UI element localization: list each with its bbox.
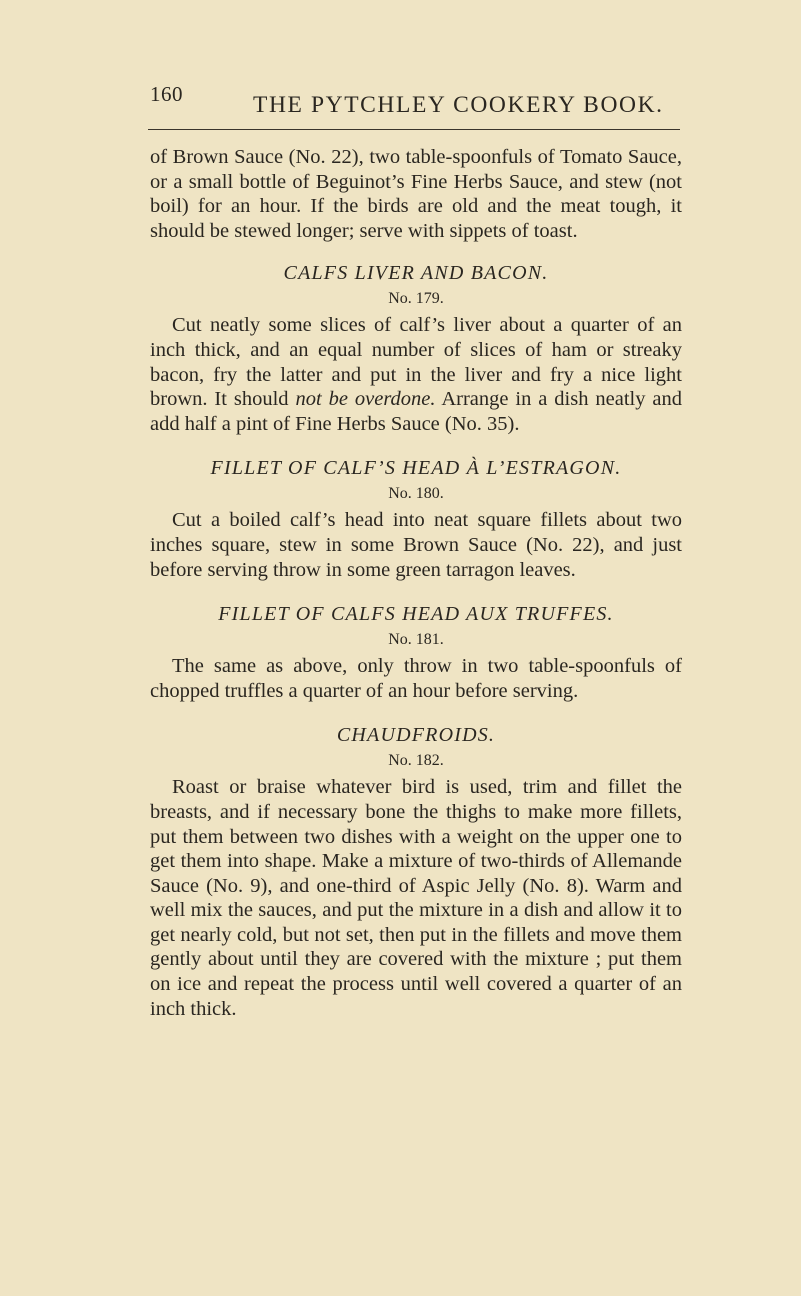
recipe-text-179 (150, 313, 682, 436)
running-title: THE PYTCHLEY COOKERY BOOK. (253, 92, 664, 118)
recipe-text-179-emphasis: not be overdone. (295, 388, 436, 411)
recipe-title-180: FILLET OF CALF’S HEAD À L’ESTRAGON. (210, 457, 622, 480)
recipe-text-179-part2: Arrange in a dish neatly and add half a pint of Fine Herbs Sauce (No. 35). (150, 388, 683, 435)
header-rule (148, 129, 680, 130)
recipe-number-182: No. 182. (388, 752, 444, 770)
continuation-paragraph: of Brown Sauce (No. 22), two table-spoonfuls of Tomato Sauce, or a small bottle of Beguinot’s Fine Herbs Sauce, and stew (not boil) for an hour. If the birds are old and the meat tough, it should be stewed longer; serve with sippets of toast. (150, 146, 682, 242)
recipe-text-182: Roast or braise whatever bird is used, trim and fillet the breasts, and if necessary bone the thighs to make more fillets, put them between two dishes with a weight on the upper one to get them into shape. Make a mixture of two-thirds of Allemande Sauce (No. 9), and one-third of Aspic Jelly (No. 8). Warm and well mix the sauces, and put the mixture in a dish and allow it to get nearly cold, but not set, then put in the fillets and move them gently about until they are covered with the mixture ; put them on ice and repeat the process until well covered a quarter of an inch thick. (150, 776, 682, 1020)
page-number: 160 (150, 82, 183, 106)
recipe-number-180: No. 180. (388, 485, 444, 503)
page-body (150, 145, 682, 1021)
recipe-text-179-part1: Cut neatly some slices of calf’s liver about a quarter of an inch thick, and an equal number of slices of ham or streaky bacon, fry the latter and put in the liver and fry a nice light brown. It should (150, 314, 682, 411)
recipe-title-181: FILLET OF CALFS HEAD AUX TRUFFES. (218, 603, 614, 626)
recipe-number-179: No. 179. (388, 290, 444, 308)
recipe-text-180: Cut a boiled calf’s head into neat square fillets about two inches square, stew in some Brown Sauce (No. 22), and just before serving throw in some green tarragon leaves. (150, 509, 682, 581)
recipe-title-179: CALFS LIVER AND BACON. (283, 262, 549, 285)
recipe-title-182: CHAUDFROIDS. (336, 724, 496, 747)
recipe-number-181: No. 181. (388, 631, 444, 649)
recipe-text-181: The same as above, only throw in two table-spoonfuls of chopped truffles a quarter of an hour before serving. (150, 655, 682, 702)
